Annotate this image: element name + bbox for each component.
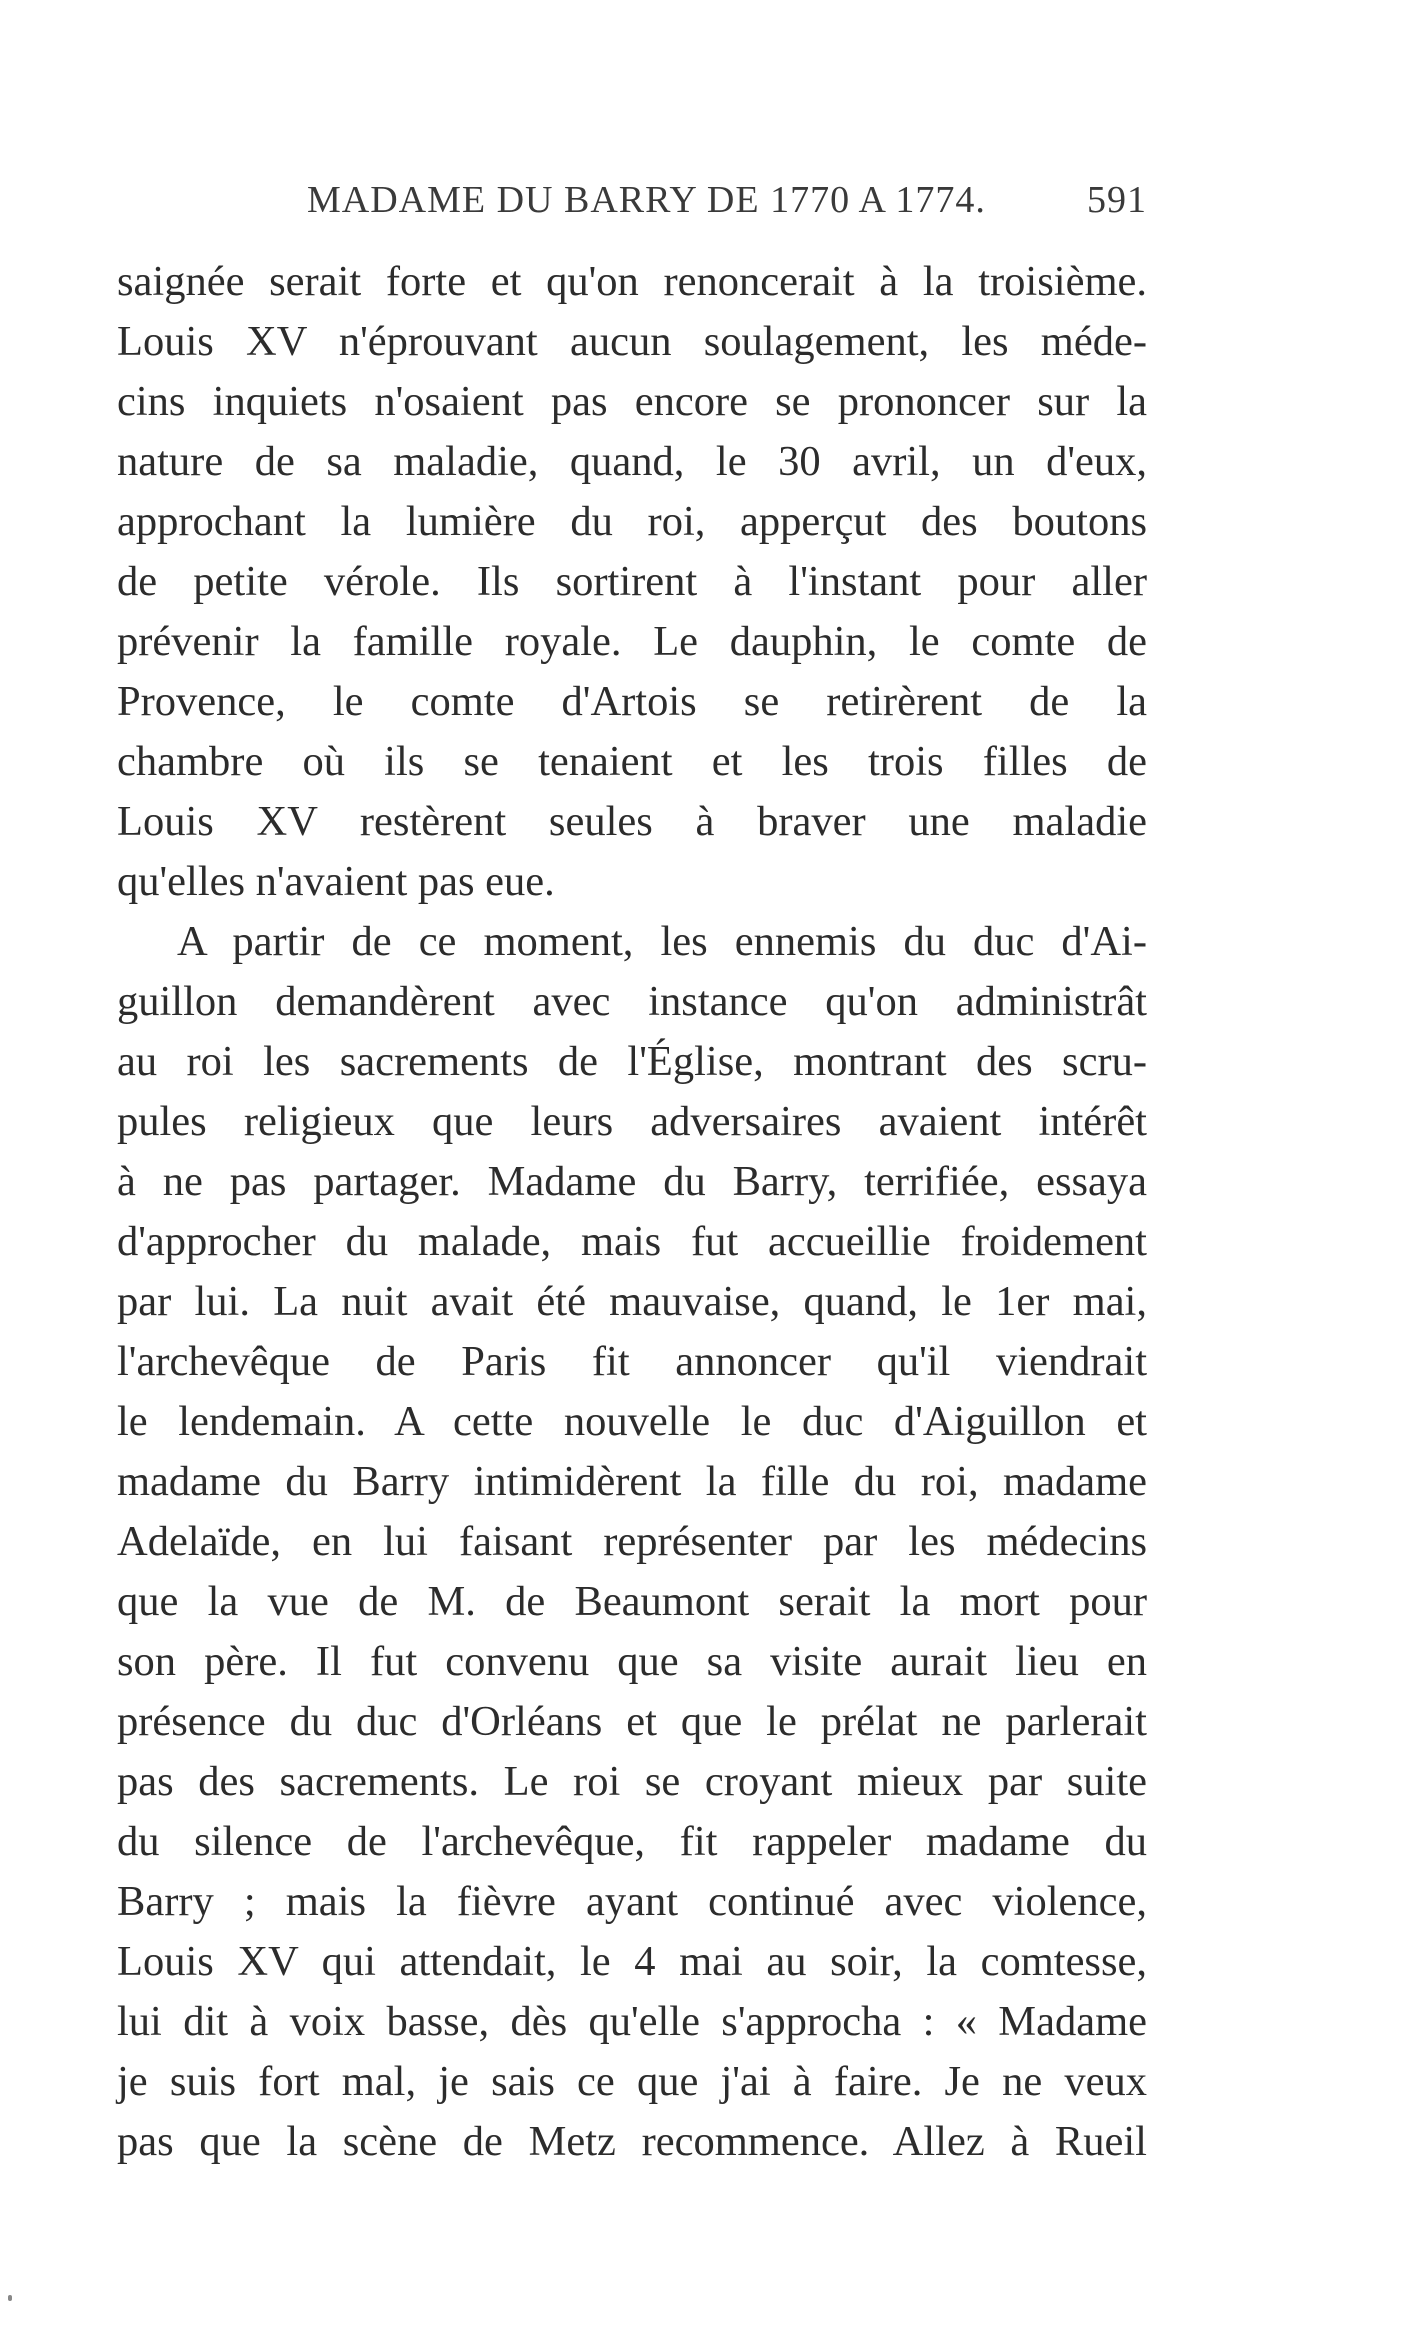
text-line: prévenir la famille royale. Le dauphin, le comte de xyxy=(117,618,1147,665)
text-line: de petite vérole. Ils sortirent à l'instant pour aller xyxy=(117,558,1147,605)
text-line: saignée serait forte et qu'on renoncerait à la troisième. xyxy=(117,258,1147,305)
text-line: Adelaïde, en lui faisant représenter par les médecins xyxy=(117,1518,1147,1565)
running-header xyxy=(117,178,1147,238)
text-line: Louis XV restèrent seules à braver une maladie xyxy=(117,798,1147,845)
text-line: Louis XV qui attendait, le 4 mai au soir, la comtesse, xyxy=(117,1938,1147,1985)
text-line: l'archevêque de Paris fit annoncer qu'il viendrait xyxy=(117,1338,1147,1385)
text-line: Barry ; mais la fièvre ayant continué avec violence, xyxy=(117,1878,1147,1925)
paragraph xyxy=(117,252,1147,912)
text-line: que la vue de M. de Beaumont serait la mort pour xyxy=(117,1578,1147,1625)
text-line: nature de sa maladie, quand, le 30 avril, un d'eux, xyxy=(117,438,1147,485)
scan-speck xyxy=(8,2295,12,2301)
running-title: MADAME DU BARRY DE 1770 A 1774. xyxy=(307,179,986,221)
page-number: 591 xyxy=(1087,179,1147,221)
text-line: madame du Barry intimidèrent la fille du roi, madame xyxy=(117,1458,1147,1505)
text-line: approchant la lumière du roi, apperçut des boutons xyxy=(117,498,1147,545)
text-line: pules religieux que leurs adversaires avaient intérêt xyxy=(117,1098,1147,1145)
text-line: du silence de l'archevêque, fit rappeler madame du xyxy=(117,1818,1147,1865)
text-line: Provence, le comte d'Artois se retirèrent de la xyxy=(117,678,1147,725)
text-line: guillon demandèrent avec instance qu'on administrât xyxy=(117,978,1147,1025)
text-line: pas que la scène de Metz recommence. Allez à Rueil xyxy=(117,2118,1147,2165)
text-line: par lui. La nuit avait été mauvaise, quand, le 1er mai, xyxy=(117,1278,1147,1325)
text-line: son père. Il fut convenu que sa visite aurait lieu en xyxy=(117,1638,1147,1685)
text-line: présence du duc d'Orléans et que le prélat ne parlerait xyxy=(117,1698,1147,1745)
body-text xyxy=(117,252,1147,2172)
text-line: cins inquiets n'osaient pas encore se prononcer sur la xyxy=(117,378,1147,425)
text-line: d'approcher du malade, mais fut accueillie froidement xyxy=(117,1218,1147,1265)
text-line: je suis fort mal, je sais ce que j'ai à faire. Je ne veux xyxy=(117,2058,1147,2105)
text-line: lui dit à voix basse, dès qu'elle s'approcha : « Madame xyxy=(117,1998,1147,2045)
paragraph xyxy=(117,912,1147,2172)
text-line: le lendemain. A cette nouvelle le duc d'Aiguillon et xyxy=(117,1398,1147,1445)
text-line: A partir de ce moment, les ennemis du duc d'Ai- xyxy=(177,918,1147,965)
text-line: pas des sacrements. Le roi se croyant mieux par suite xyxy=(117,1758,1147,1805)
text-line: chambre où ils se tenaient et les trois filles de xyxy=(117,738,1147,785)
text-line: à ne pas partager. Madame du Barry, terrifiée, essaya xyxy=(117,1158,1147,1205)
text-line: qu'elles n'avaient pas eue. xyxy=(117,858,555,905)
text-line: au roi les sacrements de l'Église, montrant des scru- xyxy=(117,1038,1147,1085)
text-line: Louis XV n'éprouvant aucun soulagement, les méde- xyxy=(117,318,1147,365)
